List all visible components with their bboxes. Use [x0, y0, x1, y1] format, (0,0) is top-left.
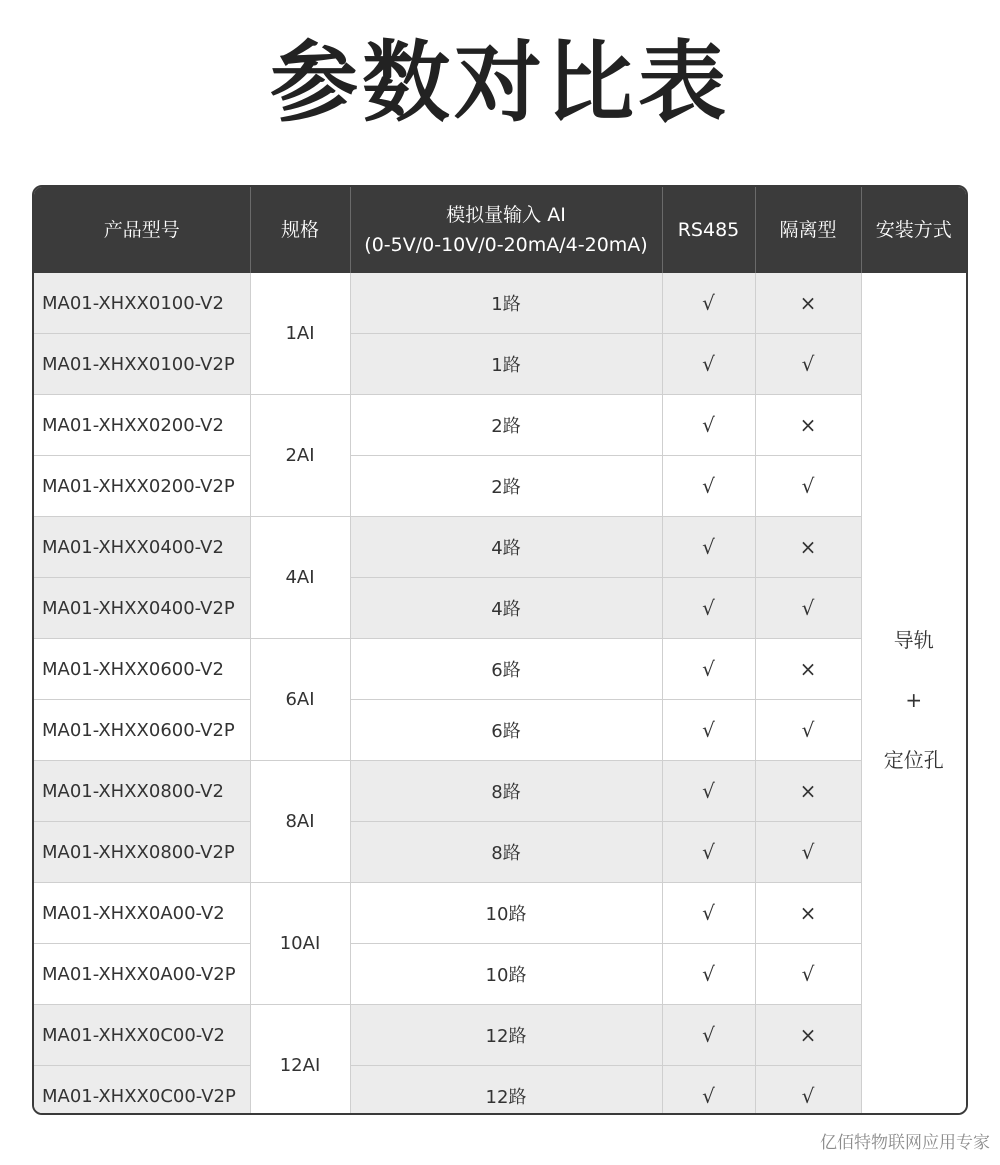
channels-cell: 6路: [350, 639, 662, 700]
header-analog-line2: (0-5V/0-10V/0-20mA/4-20mA): [364, 234, 648, 256]
watermark: 亿佰特物联网应用专家: [820, 1133, 990, 1153]
rs485-cell: √: [662, 456, 755, 517]
header-analog-input: [350, 187, 662, 273]
model-cell: MA01-XHXX0200-V2: [34, 395, 250, 456]
isolated-cell: √: [755, 456, 861, 517]
spec-cell: 8AI: [250, 761, 350, 883]
table-row: [34, 761, 966, 822]
table-row: [34, 1005, 966, 1066]
isolated-cell: ×: [755, 517, 861, 578]
rs485-cell: √: [662, 1066, 755, 1116]
isolated-cell: ×: [755, 273, 861, 334]
table-row: [34, 517, 966, 578]
rs485-cell: √: [662, 578, 755, 639]
model-cell: MA01-XHXX0C00-V2P: [34, 1066, 250, 1116]
channels-cell: 1路: [350, 334, 662, 395]
model-cell: MA01-XHXX0800-V2P: [34, 822, 250, 883]
model-cell: MA01-XHXX0A00-V2: [34, 883, 250, 944]
rs485-cell: √: [662, 273, 755, 334]
isolated-cell: ×: [755, 883, 861, 944]
model-cell: MA01-XHXX0800-V2: [34, 761, 250, 822]
mount-line1: 导轨: [893, 627, 934, 652]
table-row: [34, 639, 966, 700]
model-cell: MA01-XHXX0600-V2: [34, 639, 250, 700]
table-row: [34, 578, 966, 639]
model-cell: MA01-XHXX0200-V2P: [34, 456, 250, 517]
isolated-cell: √: [755, 944, 861, 1005]
channels-cell: 2路: [350, 395, 662, 456]
table-row: [34, 456, 966, 517]
table-row: [34, 883, 966, 944]
header-row: [34, 187, 966, 273]
table-header: [34, 187, 966, 273]
rs485-cell: √: [662, 395, 755, 456]
page-title: 参数对比表: [269, 31, 730, 134]
rs485-cell: √: [662, 822, 755, 883]
channels-cell: 8路: [350, 822, 662, 883]
mount-line2: +: [905, 687, 923, 712]
channels-cell: 10路: [350, 944, 662, 1005]
rs485-cell: √: [662, 334, 755, 395]
table-row: [34, 395, 966, 456]
table-row: [34, 700, 966, 761]
channels-cell: 4路: [350, 517, 662, 578]
mount-cell: [861, 273, 966, 1115]
channels-cell: 8路: [350, 761, 662, 822]
comparison-table: [32, 185, 968, 1115]
table-row: [34, 1066, 966, 1116]
model-cell: MA01-XHXX0400-V2: [34, 517, 250, 578]
table-row: [34, 944, 966, 1005]
model-cell: MA01-XHXX0600-V2P: [34, 700, 250, 761]
spec-cell: 6AI: [250, 639, 350, 761]
header-model: 产品型号: [34, 187, 250, 273]
channels-cell: 1路: [350, 273, 662, 334]
rs485-cell: √: [662, 700, 755, 761]
spec-cell: 4AI: [250, 517, 350, 639]
model-cell: MA01-XHXX0A00-V2P: [34, 944, 250, 1005]
header-spec: 规格: [250, 187, 350, 273]
rs485-cell: √: [662, 761, 755, 822]
spec-cell: 10AI: [250, 883, 350, 1005]
table-body: [34, 273, 966, 1115]
isolated-cell: √: [755, 334, 861, 395]
isolated-cell: ×: [755, 395, 861, 456]
channels-cell: 12路: [350, 1066, 662, 1116]
header-rs485: RS485: [662, 187, 755, 273]
spec-cell: 1AI: [250, 273, 350, 395]
table-row: [34, 822, 966, 883]
rs485-cell: √: [662, 517, 755, 578]
isolated-cell: ×: [755, 761, 861, 822]
channels-cell: 12路: [350, 1005, 662, 1066]
table-row: [34, 334, 966, 395]
rs485-cell: √: [662, 1005, 755, 1066]
isolated-cell: √: [755, 1066, 861, 1116]
isolated-cell: √: [755, 700, 861, 761]
header-isolated: 隔离型: [755, 187, 861, 273]
rs485-cell: √: [662, 883, 755, 944]
isolated-cell: √: [755, 822, 861, 883]
isolated-cell: ×: [755, 639, 861, 700]
channels-cell: 2路: [350, 456, 662, 517]
parameter-table: [34, 187, 966, 1115]
model-cell: MA01-XHXX0100-V2P: [34, 334, 250, 395]
spec-cell: 12AI: [250, 1005, 350, 1116]
rs485-cell: √: [662, 944, 755, 1005]
spec-cell: 2AI: [250, 395, 350, 517]
table-row: [34, 273, 966, 334]
channels-cell: 6路: [350, 700, 662, 761]
header-mount: 安装方式: [861, 187, 966, 273]
model-cell: MA01-XHXX0100-V2: [34, 273, 250, 334]
isolated-cell: ×: [755, 1005, 861, 1066]
channels-cell: 4路: [350, 578, 662, 639]
model-cell: MA01-XHXX0C00-V2: [34, 1005, 250, 1066]
rs485-cell: √: [662, 639, 755, 700]
model-cell: MA01-XHXX0400-V2P: [34, 578, 250, 639]
channels-cell: 10路: [350, 883, 662, 944]
isolated-cell: √: [755, 578, 861, 639]
mount-line3: 定位孔: [883, 747, 944, 772]
header-analog-line1: 模拟量输入 AI: [446, 204, 566, 226]
